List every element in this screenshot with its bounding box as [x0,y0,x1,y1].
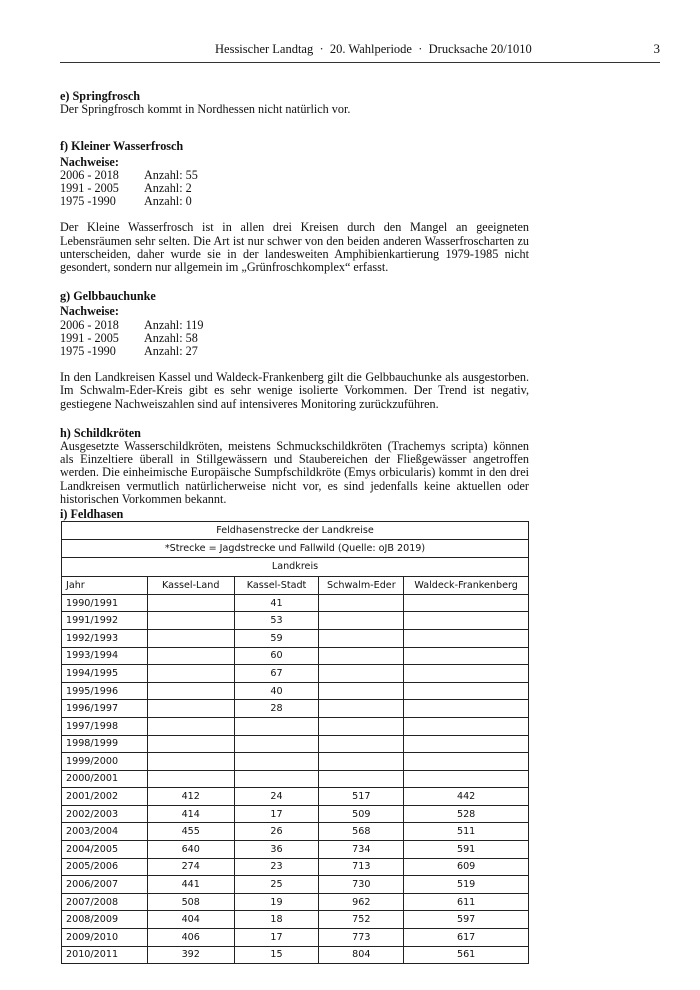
cell-value: 392 [147,946,234,964]
cell-year: 1995/1996 [62,682,148,700]
cell-value: 17 [234,929,319,947]
section-springfrosch [60,90,529,116]
table-row [62,682,529,700]
cell-value: 730 [319,876,404,894]
table-row [62,805,529,823]
cell-value [404,717,529,735]
section-schildkroeten [60,427,529,506]
table-note: *Strecke = Jagdstrecke und Fallwild (Quelle: oJB 2019) [62,540,529,558]
cell-value: 41 [234,594,319,612]
cell-value: 561 [404,946,529,964]
record-row [60,169,529,182]
cell-value [404,629,529,647]
cell-value: 19 [234,893,319,911]
section-heading: f) Kleiner Wasserfrosch [60,139,184,154]
record-count: Anzahl: 2 [144,181,192,196]
column-header: Kassel-Land [147,576,234,594]
cell-value: 752 [319,911,404,929]
table-row [62,841,529,859]
cell-year: 2000/2001 [62,770,148,788]
table-row [62,911,529,929]
section-heading: e) Springfrosch [60,89,141,103]
table-group-header: Landkreis [62,558,529,576]
table-row [62,893,529,911]
cell-value: 59 [234,629,319,647]
cell-value: 25 [234,876,319,894]
cell-value [147,717,234,735]
cell-value: 36 [234,841,319,859]
cell-value [147,682,234,700]
table-row [62,823,529,841]
section-wasserfrosch [60,140,529,274]
cell-value: 511 [404,823,529,841]
section-text: Ausgesetzte Wasserschildkröten, meistens Schmuckschildkröten (Trachemys scripta) können als Einzeltiere überall in Stillgewässern und Staubereichen der Fließgewässer angetroffen werden. Die einheimische Europäische Sumpfschildkröte (Emys orbicularis) kommt in den drei Landkreisen vermutlich natürlicherweise nicht vor, es sind jedenfalls keine aktuellen oder historischen Vorkommen bekannt. [60,439,529,506]
table-row [62,858,529,876]
cell-value: 455 [147,823,234,841]
cell-value: 509 [319,805,404,823]
record-row [60,319,529,332]
cell-year: 1992/1993 [62,629,148,647]
cell-value [404,665,529,683]
cell-value: 53 [234,612,319,630]
records-list [60,319,529,359]
cell-value: 640 [147,841,234,859]
cell-year: 1998/1999 [62,735,148,753]
cell-value: 26 [234,823,319,841]
cell-value: 568 [319,823,404,841]
cell-value: 15 [234,946,319,964]
table-row [62,788,529,806]
section-text: Der Springfrosch kommt in Nordhessen nicht natürlich vor. [60,102,351,117]
cell-year: 1994/1995 [62,665,148,683]
table-row [62,717,529,735]
cell-value: 611 [404,893,529,911]
cell-value: 508 [147,893,234,911]
cell-value [234,770,319,788]
cell-value: 67 [234,665,319,683]
cell-year: 2001/2002 [62,788,148,806]
section-gelbbauchunke [60,290,529,411]
record-period: 2006 - 2018 [60,167,119,182]
running-title: Hessischer Landtag · 20. Wahlperiode · Drucksache 20/1010 [215,42,532,56]
cell-value: 18 [234,911,319,929]
nachweise-label: Nachweise: [60,154,119,169]
table-header-row [62,576,529,594]
cell-value: 28 [234,700,319,718]
cell-value [404,682,529,700]
record-period: 1975 -1990 [60,194,116,209]
cell-value [319,770,404,788]
cell-value [147,700,234,718]
record-row [60,332,529,345]
cell-value: 406 [147,929,234,947]
record-count: Anzahl: 0 [144,194,192,209]
cell-value [147,753,234,771]
column-header: Schwalm-Eder [319,576,404,594]
cell-value [404,612,529,630]
cell-value [147,629,234,647]
cell-value [319,612,404,630]
cell-value [147,612,234,630]
running-header [60,40,660,63]
cell-value [319,682,404,700]
cell-year: 2009/2010 [62,929,148,947]
record-count: Anzahl: 27 [144,344,198,359]
cell-year: 2004/2005 [62,841,148,859]
table-title: Feldhasenstrecke der Landkreise [62,522,529,540]
cell-year: 2002/2003 [62,805,148,823]
table-row [62,735,529,753]
cell-value [147,735,234,753]
cell-value: 597 [404,911,529,929]
cell-value: 40 [234,682,319,700]
record-row [60,345,529,358]
record-count: Anzahl: 119 [144,317,204,332]
table-row [62,946,529,964]
record-period: 1991 - 2005 [60,181,119,196]
cell-value: 274 [147,858,234,876]
section-text: In den Landkreisen Kassel und Waldeck-Frankenberg gilt die Gelbbauchunke als ausgestorben. Im Schwalm-Eder-Kreis gibt es sehr wenige isolierte Vorkommen. Der Trend ist negativ, gestiegene Nachweiszahlen sind auf intensiveres Monitoring zurückzuführen. [60,370,529,411]
record-period: 2006 - 2018 [60,317,119,332]
section-heading-feldhasen: i) Feldhasen [60,507,124,521]
cell-year: 1997/1998 [62,717,148,735]
feldhasen-table [61,521,529,964]
cell-value: 773 [319,929,404,947]
cell-year: 1996/1997 [62,700,148,718]
cell-value [147,770,234,788]
table-row [62,629,529,647]
cell-value: 441 [147,876,234,894]
section-text: Der Kleine Wasserfrosch ist in allen drei Kreisen durch den Mangel an geeigneten Lebensräumen sehr selten. Die Art ist nur schwer von den beiden anderen Wasserfroscharten zu unterscheiden, daher wurde sie in der landesweiten Amphibienkartierung 1979-1985 nicht gesondert, sondern nur allgemein im „Grünfroschkomplex“ erfasst. [60,220,529,275]
cell-value: 962 [319,893,404,911]
cell-value [404,735,529,753]
table-row [62,594,529,612]
column-header: Waldeck-Frankenberg [404,576,529,594]
cell-value: 17 [234,805,319,823]
cell-value [319,647,404,665]
cell-value: 414 [147,805,234,823]
cell-value [319,753,404,771]
cell-value [319,700,404,718]
table-row [62,700,529,718]
cell-value [319,629,404,647]
cell-value: 591 [404,841,529,859]
cell-value: 404 [147,911,234,929]
cell-value: 713 [319,858,404,876]
table-row [62,647,529,665]
cell-value: 609 [404,858,529,876]
cell-value: 23 [234,858,319,876]
cell-year: 1991/1992 [62,612,148,630]
cell-value [319,665,404,683]
cell-value [404,594,529,612]
record-period: 1991 - 2005 [60,330,119,345]
record-row [60,195,529,208]
record-count: Anzahl: 58 [144,330,198,345]
cell-year: 2007/2008 [62,893,148,911]
cell-value [147,665,234,683]
cell-value [404,647,529,665]
table-row [62,753,529,771]
records-list [60,169,529,209]
cell-year: 2006/2007 [62,876,148,894]
cell-value [319,594,404,612]
table-row [62,612,529,630]
column-header: Jahr [62,576,148,594]
cell-value: 60 [234,647,319,665]
cell-value [147,647,234,665]
section-heading: h) Schildkröten [60,425,141,440]
cell-value: 528 [404,805,529,823]
cell-value: 517 [319,788,404,806]
cell-value: 804 [319,946,404,964]
cell-value: 412 [147,788,234,806]
cell-year: 1993/1994 [62,647,148,665]
table-row [62,770,529,788]
cell-value [319,735,404,753]
table-row [62,876,529,894]
cell-year: 1999/2000 [62,753,148,771]
cell-year: 2005/2006 [62,858,148,876]
column-header: Kassel-Stadt [234,576,319,594]
cell-value: 519 [404,876,529,894]
cell-value: 617 [404,929,529,947]
cell-value [404,753,529,771]
cell-value: 442 [404,788,529,806]
cell-year: 1990/1991 [62,594,148,612]
cell-value [234,735,319,753]
table-row [62,665,529,683]
page-number: 3 [653,41,660,56]
cell-value [234,717,319,735]
cell-value [404,770,529,788]
nachweise-label: Nachweise: [60,304,119,319]
cell-year: 2010/2011 [62,946,148,964]
cell-year: 2003/2004 [62,823,148,841]
record-period: 1975 -1990 [60,344,116,359]
record-row [60,182,529,195]
cell-value [319,717,404,735]
cell-year: 2008/2009 [62,911,148,929]
table-row [62,929,529,947]
cell-value: 24 [234,788,319,806]
document-body [60,90,529,522]
cell-value [404,700,529,718]
record-count: Anzahl: 55 [144,167,198,182]
cell-value [147,594,234,612]
section-heading: g) Gelbbauchunke [60,289,156,304]
cell-value: 734 [319,841,404,859]
cell-value [234,753,319,771]
